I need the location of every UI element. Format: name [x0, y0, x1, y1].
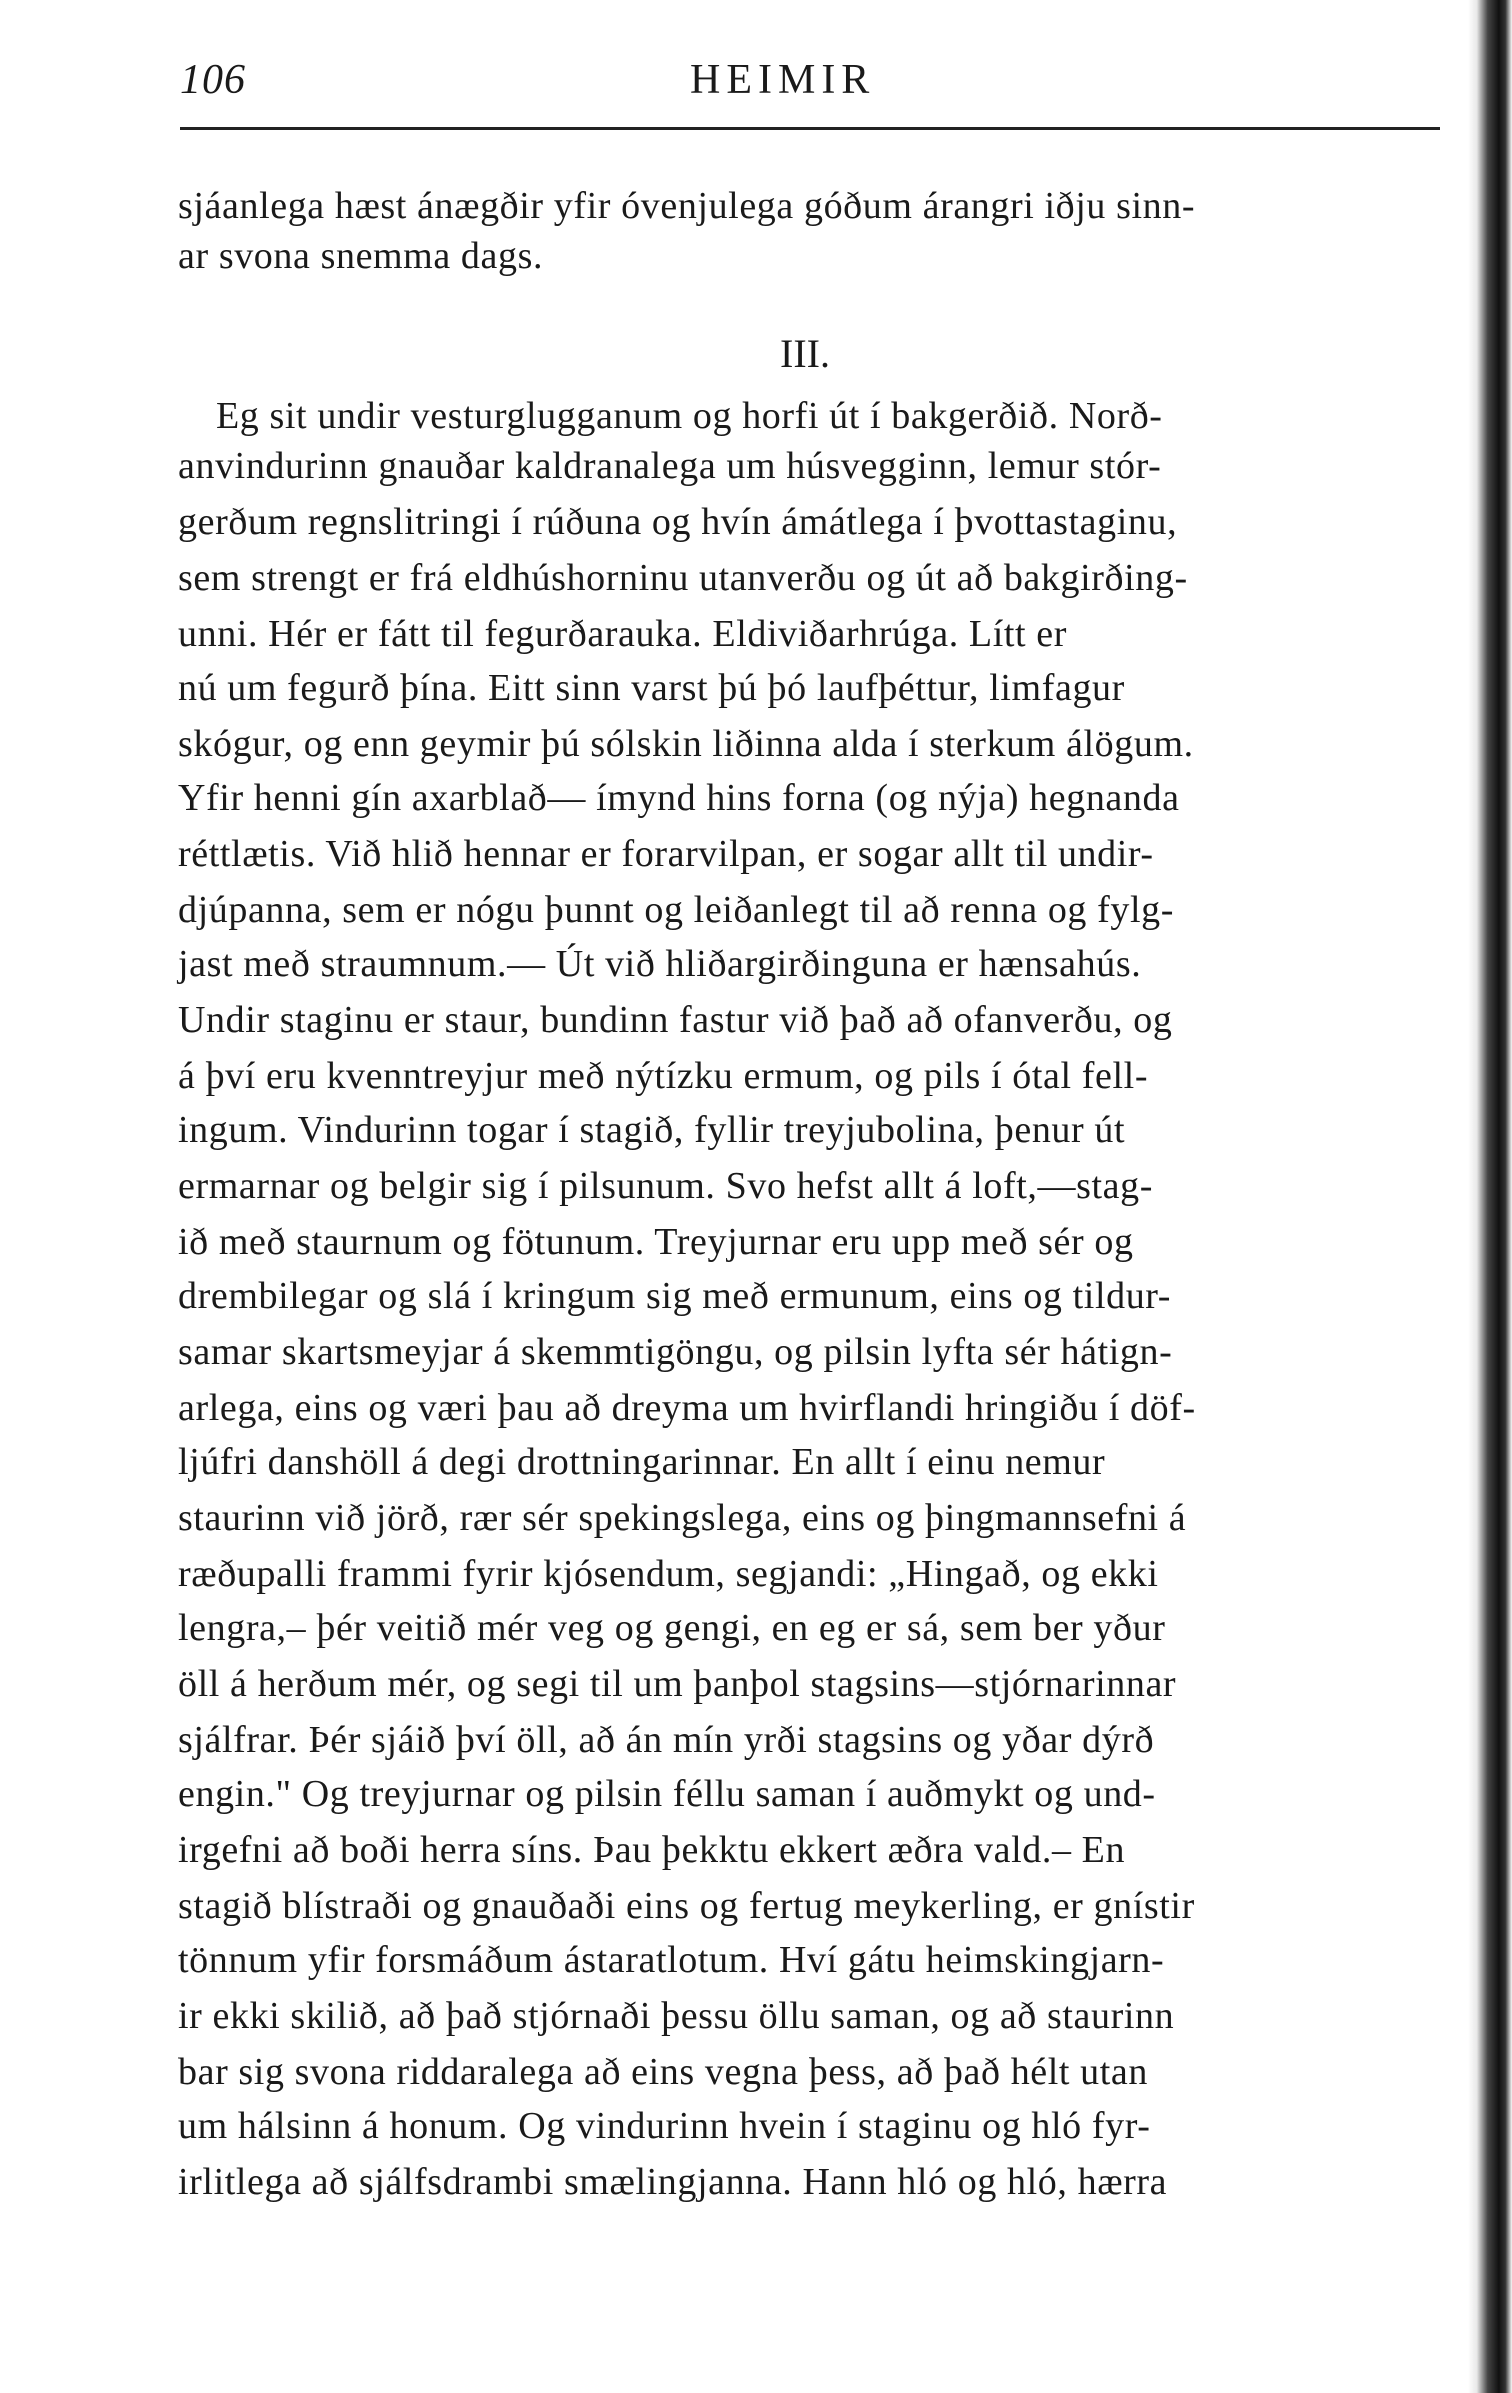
text-line: ræðupalli frammi fyrir kjósendum, segjandi: „Hingað, og ekki	[178, 1553, 1159, 1595]
section-heading: III.	[780, 331, 830, 376]
text-line: tönnum yfir forsmáðum ástaratlotum. Hví gátu heimskingjarn-	[178, 1939, 1165, 1981]
text-line: jast með straumnum.— Út við hliðargirðinguna er hænsahús.	[178, 943, 1142, 985]
text-line: öll á herðum mér, og segi til um þanþol stagsins—stjórnarinnar	[178, 1663, 1177, 1705]
text-line: ar svona snemma dags.	[178, 235, 544, 277]
text-line: sem strengt er frá eldhúshorninu utanverðu og út að bakgirðing-	[178, 557, 1188, 599]
text-line: sjáanlega hæst ánægðir yfir óvenjulega góðum árangri iðju sinn-	[178, 185, 1196, 227]
text-line: sjálfrar. Þér sjáið því öll, að án mín yrði stagsins og yðar dýrð	[178, 1719, 1155, 1761]
page-number: 106	[180, 57, 246, 103]
text-line: ermarnar og belgir sig í pilsunum. Svo hefst allt á loft,—stag-	[178, 1165, 1153, 1207]
text-line: ið með staurnum og fötunum. Treyjurnar eru upp með sér og	[178, 1221, 1134, 1263]
text-line: gerðum regnslitringi í rúðuna og hvín ámátlega í þvottastaginu,	[178, 501, 1178, 543]
text-line: irlitlega að sjálfsdrambi smælingjanna. Hann hló og hló, hærra	[178, 2161, 1168, 2203]
text-line: anvindurinn gnauðar kaldranalega um húsvegginn, lemur stór-	[178, 445, 1162, 487]
text-line: unni. Hér er fátt til fegurðarauka. Eldiviðarhrúga. Lítt er	[178, 613, 1068, 655]
text-line: irgefni að boði herra síns. Þau þekktu ekkert æðra vald.– En	[178, 1829, 1126, 1871]
text-line: samar skartsmeyjar á skemmtigöngu, og pilsin lyfta sér hátign-	[178, 1331, 1173, 1373]
scan-binding-edge	[1468, 0, 1512, 2393]
text-line: engin." Og treyjurnar og pilsin féllu saman í auðmykt og und-	[178, 1773, 1156, 1815]
text-line: á því eru kvenntreyjur með nýtízku ermum, og pils í ótal fell-	[178, 1055, 1149, 1097]
text-line: staurinn við jörð, rær sér spekingslega, eins og þingmannsefni á	[178, 1497, 1187, 1539]
text-line: ir ekki skilið, að það stjórnaði þessu öllu saman, og að staurinn	[178, 1995, 1175, 2037]
text-line: Eg sit undir vesturglugganum og horfi út í bakgerðið. Norð-	[216, 395, 1163, 437]
text-line: drembilegar og slá í kringum sig með ermunum, eins og tildur-	[178, 1275, 1172, 1317]
text-line: réttlætis. Við hlið hennar er forarvilpan, er sogar allt til undir-	[178, 833, 1154, 875]
text-line: Yfir henni gín axarblað— ímynd hins forna (og nýja) hegnanda	[178, 777, 1180, 819]
text-line: Undir staginu er staur, bundinn fastur við það að ofanverðu, og	[178, 999, 1173, 1041]
header-rule	[180, 127, 1440, 130]
text-line: djúpanna, sem er nógu þunnt og leiðanlegt til að renna og fylg-	[178, 889, 1175, 931]
text-line: stagið blístraði og gnauðaði eins og fertug meykerling, er gnístir	[178, 1885, 1195, 1927]
text-line: nú um fegurð þína. Eitt sinn varst þú þó laufþéttur, limfagur	[178, 667, 1125, 709]
text-line: ljúfri danshöll á degi drottningarinnar. En allt í einu nemur	[178, 1441, 1106, 1483]
text-line: ingum. Vindurinn togar í stagið, fyllir treyjubolina, þenur út	[178, 1109, 1126, 1151]
text-line: bar sig svona riddaralega að eins vegna þess, að það hélt utan	[178, 2051, 1148, 2093]
text-line: lengra,– þér veitið mér veg og gengi, en eg er sá, sem ber yður	[178, 1607, 1166, 1649]
text-line: skógur, og enn geymir þú sólskin liðinna alda í sterkum álögum.	[178, 723, 1194, 765]
running-head: HEIMIR	[690, 57, 876, 103]
text-line: arlega, eins og væri þau að dreyma um hvirflandi hringiðu í döf-	[178, 1387, 1196, 1429]
text-line: um hálsinn á honum. Og vindurinn hvein í staginu og hló fyr-	[178, 2105, 1151, 2147]
